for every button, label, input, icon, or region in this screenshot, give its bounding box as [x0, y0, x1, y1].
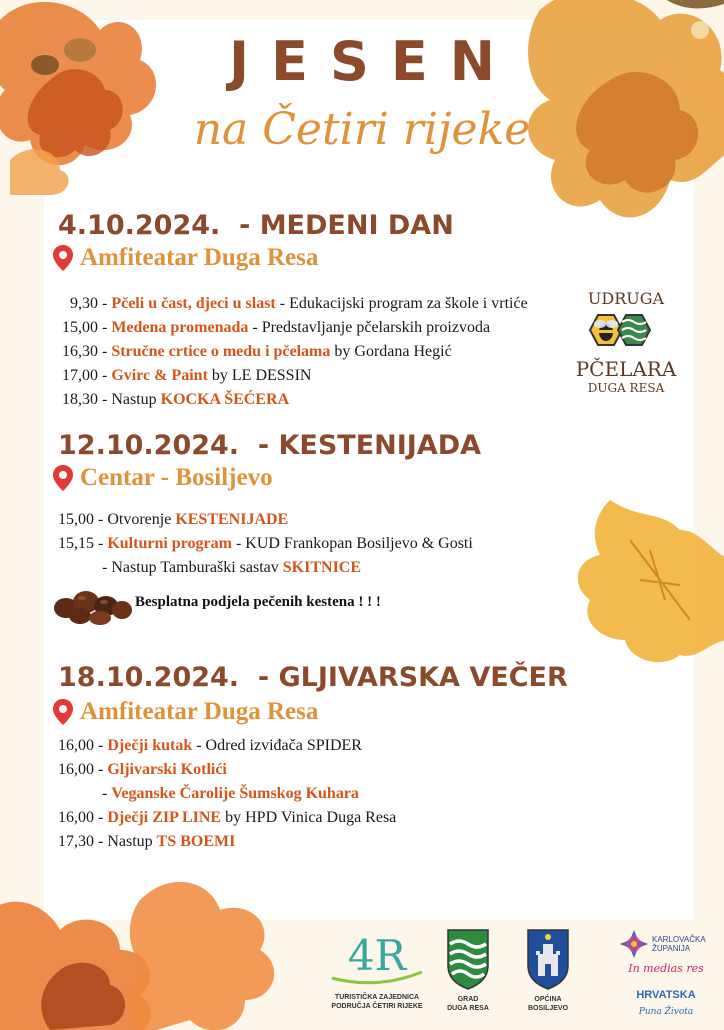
event-2-name: KESTENIJADA [278, 430, 482, 461]
county-country: HRVATSKA [636, 989, 696, 1001]
tz-cetiri-rijeke-logo [322, 928, 432, 1011]
program-row: 15,00 - Medena promenada - Predstavljanje pčelarskih proizvoda [62, 319, 491, 336]
program-time: 16,00 [58, 737, 94, 754]
program-prefix: Nastup [107, 833, 157, 850]
event-3-program [58, 734, 396, 854]
program-time: 9,30 [70, 295, 98, 312]
program-details: by LE DESSIN [207, 367, 312, 384]
bee-logo-line3: DUGA RESA [587, 381, 665, 395]
bosiljevo-shield-icon [526, 928, 570, 990]
event-2-heading: 12.10.2024. - KESTENIJADA [58, 430, 482, 461]
location-pin-icon [52, 698, 74, 726]
program-prefix: Nastup Tamburaški sastav [111, 559, 283, 576]
program-row: 17,00 - Gvirc & Paint by LE DESSIN [62, 367, 312, 384]
program-highlight: Medena promenada [111, 319, 249, 336]
event-2-note: Besplatna podjela pečenih kestena ! ! ! [135, 594, 381, 610]
program-details: by Gordana Hegić [330, 343, 452, 360]
program-highlight: Kulturni program [107, 535, 232, 552]
program-row: 16,00 - Gljivarski Kotlići [58, 761, 227, 778]
karlovacka-county-emblem [616, 928, 716, 1018]
program-row: 17,30 - Nastup TS BOEMI [58, 833, 236, 850]
program-time: 18,30 [62, 391, 98, 408]
program-highlight: SKITNICE [282, 559, 362, 576]
program-time: 16,00 [58, 809, 94, 826]
opcina-caption-1: OPĆINA [534, 996, 562, 1003]
bee-logo-line2: PČELARA [575, 357, 677, 381]
program-highlight: TS BOEMI [156, 833, 236, 850]
event-3-date: 18.10.2024. [58, 662, 240, 693]
program-highlight: Veganske Čarolije Šumskog Kuhara [111, 785, 359, 802]
page-subtitle: na Četiri rijeke [193, 104, 531, 155]
tz-logo-text: 4R [347, 931, 407, 980]
oak-leaves-bottom-left [0, 870, 290, 1030]
chestnuts-image [52, 584, 132, 626]
tz-caption-2: PODRUČJA ČETIRI RIJEKE [331, 1003, 423, 1010]
program-highlight: Gvirc & Paint [111, 367, 208, 384]
program-details: - KUD Frankopan Bosiljevo & Gosti [231, 535, 473, 552]
program-prefix: Otvorenje [107, 511, 176, 528]
grad-caption-2: DUGA RESA [447, 1005, 489, 1012]
bee-association-logo [570, 288, 682, 400]
opcina-bosiljevo-crest [526, 928, 570, 1013]
county-slogan: Puna Života [638, 1007, 694, 1017]
program-row: 16,00 - Dječji ZIP LINE by HPD Vinica Duga Resa [58, 809, 397, 826]
grad-duga-resa-crest [446, 928, 490, 1013]
program-row: 16,30 - Stručne crtice o medu i pčelama by Gordana Hegić [62, 343, 452, 360]
bee-logo-line1: UDRUGA [587, 289, 665, 308]
event-1-date: 4.10.2024. [58, 210, 221, 241]
event-1-program [62, 292, 528, 412]
program-details: - Odred izviđača SPIDER [192, 737, 362, 754]
program-row: - Veganske Čarolije Šumskog Kuhara [58, 785, 359, 802]
event-2-program [58, 508, 473, 580]
program-row: 9,30 - Pčeli u čast, djeci u slast - Edukacijski program za škole i vrtiće [70, 295, 528, 312]
program-row: - Nastup Tamburaški sastav SKITNICE [58, 559, 362, 576]
program-highlight: Dječji ZIP LINE [107, 809, 222, 826]
event-1-name: MEDENI DAN [259, 210, 454, 241]
karlovacka-zupanija-logo [616, 928, 716, 1023]
opcina-caption-2: BOSILJEVO [527, 1005, 569, 1012]
event-3-name: GLJIVARSKA VEČER [278, 662, 568, 693]
event-3-heading: 18.10.2024. - GLJIVARSKA VEČER [58, 662, 568, 693]
program-time: 16,30 [62, 343, 98, 360]
program-row: 16,00 - Dječji kutak - Odred izviđača SPIDER [58, 737, 362, 754]
program-highlight: KESTENIJADE [175, 511, 289, 528]
program-time: 15,00 [58, 511, 94, 528]
program-prefix: Nastup [111, 391, 161, 408]
program-time: 16,00 [58, 761, 94, 778]
program-highlight: Dječji kutak [107, 737, 193, 754]
program-highlight: Stručne crtice o medu i pčelama [111, 343, 331, 360]
county-motto: In medias res [628, 962, 704, 975]
grad-caption-1: GRAD [457, 996, 479, 1003]
program-time: 17,00 [62, 367, 98, 384]
maple-leaf-right [570, 490, 724, 670]
program-row: 15,15 - Kulturni program - KUD Frankopan Bosiljevo & Gosti [58, 535, 473, 552]
location-pin-icon [52, 464, 74, 492]
event-3-venue [52, 698, 318, 726]
program-highlight: Gljivarski Kotlići [107, 761, 227, 778]
tz-caption-1: TURISTIČKA ZAJEDNICA [334, 994, 420, 1001]
program-details: - Edukacijski program za škole i vrtiće [275, 295, 528, 312]
duga-resa-shield-icon [446, 928, 490, 990]
program-time: 15,15 [58, 535, 94, 552]
event-2-venue-name: Centar - Bosiljevo [80, 464, 273, 491]
location-pin-icon [52, 244, 74, 272]
program-time: 15,00 [62, 319, 98, 336]
event-2-venue [52, 464, 273, 492]
event-1-heading: 4.10.2024. - MEDENI DAN [58, 210, 454, 241]
program-highlight: KOCKA ŠEĆERA [160, 391, 290, 408]
program-highlight: Pčeli u čast, djeci u slast [111, 295, 276, 312]
tz-4r-emblem [322, 928, 432, 988]
event-3-venue-name: Amfiteatar Duga Resa [80, 698, 319, 725]
program-time: 17,30 [58, 833, 94, 850]
county-name-2: ŽUPANIJA [652, 944, 691, 953]
event-1-venue [52, 244, 318, 272]
program-row: 15,00 - Otvorenje KESTENIJADE [58, 511, 289, 528]
program-details: - Predstavljanje pčelarskih proizvoda [248, 319, 491, 336]
page-title: JESEN [229, 30, 517, 93]
county-name-1: KARLOVAČKA [652, 935, 706, 944]
program-row: 18,30 - Nastup KOCKA ŠEĆERA [62, 391, 290, 408]
event-2-date: 12.10.2024. [58, 430, 240, 461]
event-1-venue-name: Amfiteatar Duga Resa [80, 244, 319, 271]
program-details: by HPD Vinica Duga Resa [221, 809, 397, 826]
